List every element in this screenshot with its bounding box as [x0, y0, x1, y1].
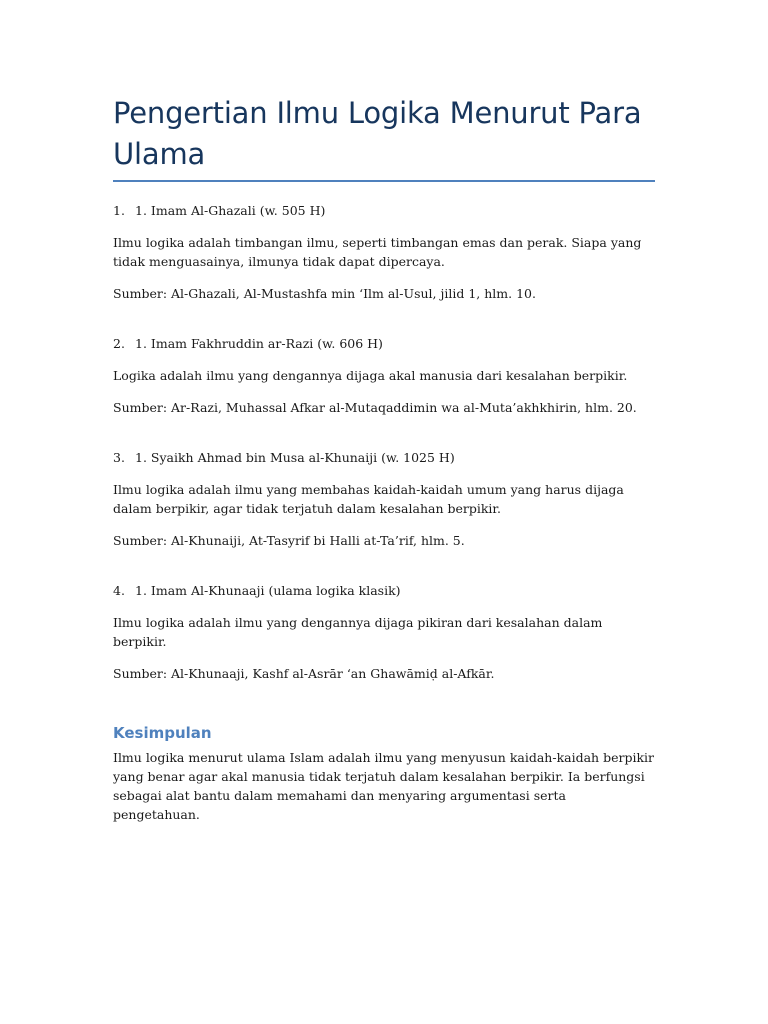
document-content — [113, 93, 655, 824]
item-heading-text: 1. Imam Fakhruddin ar-Razi (w. 606 H) — [135, 336, 383, 351]
item-source: Sumber: Al-Khunaaji, Kashf al-Asrār ‘an Ghawāmiḍ al-Afkār. — [113, 666, 495, 681]
item-source: Sumber: Al-Ghazali, Al-Mustashfa min ‘Ilm al-Usul, jilid 1, hlm. 10. — [113, 286, 536, 301]
page-title: Pengertian Ilmu Logika Menurut Para Ulama — [113, 93, 655, 182]
item-heading — [113, 448, 655, 467]
list-item — [113, 201, 655, 303]
list-item — [113, 581, 655, 683]
item-heading — [113, 334, 655, 353]
item-heading — [113, 581, 655, 600]
item-definition: Ilmu logika adalah ilmu yang membahas kaidah-kaidah umum yang harus dijaga dalam berpikir, agar tidak terjatuh dalam kesalahan berpikir. — [113, 482, 624, 516]
item-definition: Ilmu logika adalah timbangan ilmu, seperti timbangan emas dan perak. Siapa yang tidak menguasainya, ilmunya tidak dapat dipercaya. — [113, 235, 642, 269]
item-source: Sumber: Ar-Razi, Muhassal Afkar al-Mutaqaddimin wa al-Muta’akhkhirin, hlm. 20. — [113, 400, 637, 415]
item-heading-text: 1. Imam Al-Khunaaji (ulama logika klasik) — [135, 583, 401, 598]
item-definition: Logika adalah ilmu yang dengannya dijaga akal manusia dari kesalahan berpikir. — [113, 368, 628, 383]
item-definition: Ilmu logika adalah ilmu yang dengannya dijaga pikiran dari kesalahan dalam berpikir. — [113, 615, 603, 649]
item-heading-text: 1. Syaikh Ahmad bin Musa al-Khunaiji (w. 1025 H) — [135, 450, 455, 465]
item-number: 2. — [113, 336, 125, 351]
item-heading — [113, 201, 655, 220]
list-item — [113, 334, 655, 417]
item-number: 4. — [113, 583, 125, 598]
conclusion-heading: Kesimpulan — [113, 724, 212, 742]
conclusion-text: Ilmu logika menurut ulama Islam adalah ilmu yang menyusun kaidah-kaidah berpikir yang benar agar akal manusia tidak terjatuh dalam kesalahan berpikir. Ia berfungsi sebagai alat bantu dalam memahami dan menyaring argumentasi serta pengetahuan. — [113, 750, 654, 822]
item-source: Sumber: Al-Khunaiji, At-Tasyrif bi Halli at-Ta’rif, hlm. 5. — [113, 533, 465, 548]
item-number: 3. — [113, 450, 125, 465]
conclusion-section — [113, 723, 655, 824]
item-number: 1. — [113, 203, 125, 218]
list-item — [113, 448, 655, 550]
item-heading-text: 1. Imam Al-Ghazali (w. 505 H) — [135, 203, 326, 218]
